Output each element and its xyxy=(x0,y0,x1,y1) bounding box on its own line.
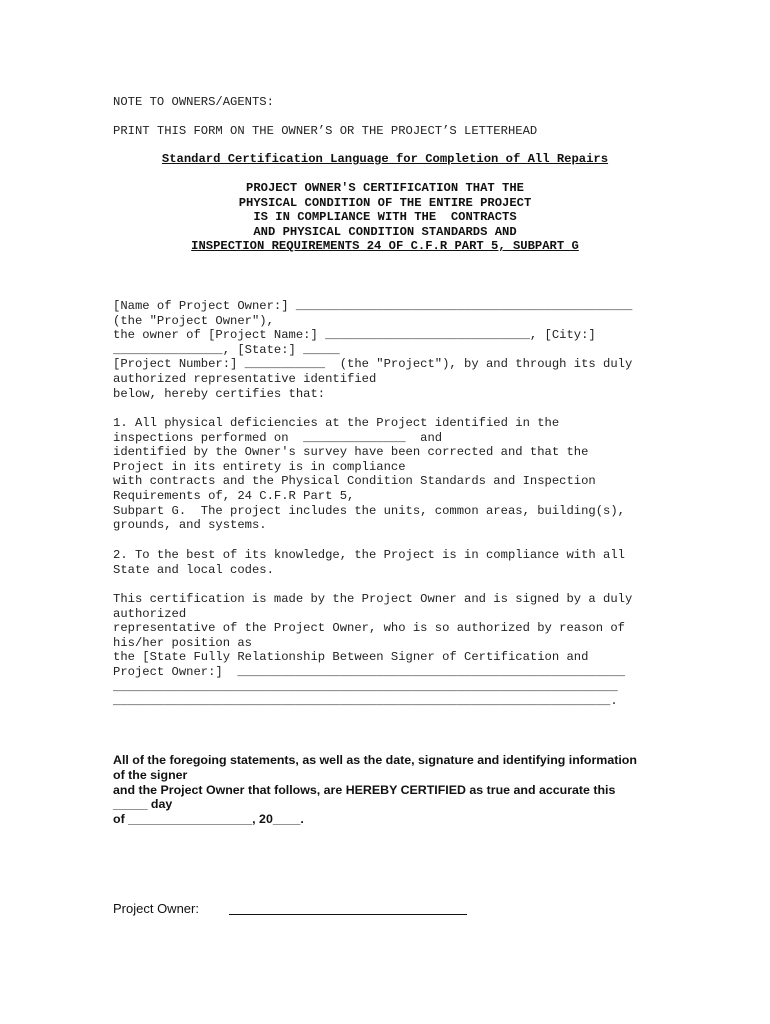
heading-line: PHYSICAL CONDITION OF THE ENTIRE PROJECT xyxy=(238,195,532,210)
print-instruction: PRINT THIS FORM ON THE OWNER’S OR THE PROJECT’S LETTERHEAD xyxy=(113,124,538,138)
certification-item-2: 2. To the best of its knowledge, the Project is in compliance with all State and local codes. xyxy=(113,548,625,577)
heading-line: PROJECT OWNER'S CERTIFICATION THAT THE xyxy=(246,181,524,195)
note-to-owners: NOTE TO OWNERS/AGENTS: xyxy=(113,95,274,109)
form-title xyxy=(0,152,770,166)
form-title-text: Standard Certification Language for Completion of All Repairs xyxy=(161,152,609,166)
heading-line: IS IN COMPLIANCE WITH THE CONTRACTS xyxy=(253,210,517,225)
certification-item-1: 1. All physical deficiencies at the Project identified in the inspections performed on ______________ and identified by the Owner's survey have been corrected and that the Project in its entirety is in compliance with contracts and the Physical Condition Standards and Inspection Requirements of, 24 C.F.R Part 5, Subpart G. The project includes the units, common areas, building(s), grounds, and systems. xyxy=(113,416,625,533)
certification-statement: This certification is made by the Project Owner and is signed by a duly authorized representative of the Project Owner, who is so authorized by reason of his/her position as the [State Fully Relationship Between Signer of Certification and Project Owner:] _____________________________________________________ _____________________________________________________________________ ____________________________________________________________________. xyxy=(113,592,633,709)
heading-line: INSPECTION REQUIREMENTS 24 OF C.F.R PART 5, SUBPART G xyxy=(191,239,579,254)
project-owner-label: Project Owner: xyxy=(113,901,199,916)
certification-heading xyxy=(0,181,770,254)
project-owner-signature-line xyxy=(229,914,467,915)
foregoing-statement: All of the foregoing statements, as well as the date, signature and identifying information of the signer and the Project Owner that follows, are HEREBY CERTIFIED as true and accurate this _____ day of __________________, 20____. xyxy=(113,753,637,827)
owner-info-block: [Name of Project Owner:] ______________________________________________ (the "Project Owner"), the owner of [Project Name:] ____________________________, [City:] _______________, [State:] _____ [Project Number:] ___________ (the "Project"), by and through its duly authorized representative identified below, hereby certifies that: xyxy=(113,299,633,401)
heading-line: AND PHYSICAL CONDITION STANDARDS AND xyxy=(253,224,517,239)
